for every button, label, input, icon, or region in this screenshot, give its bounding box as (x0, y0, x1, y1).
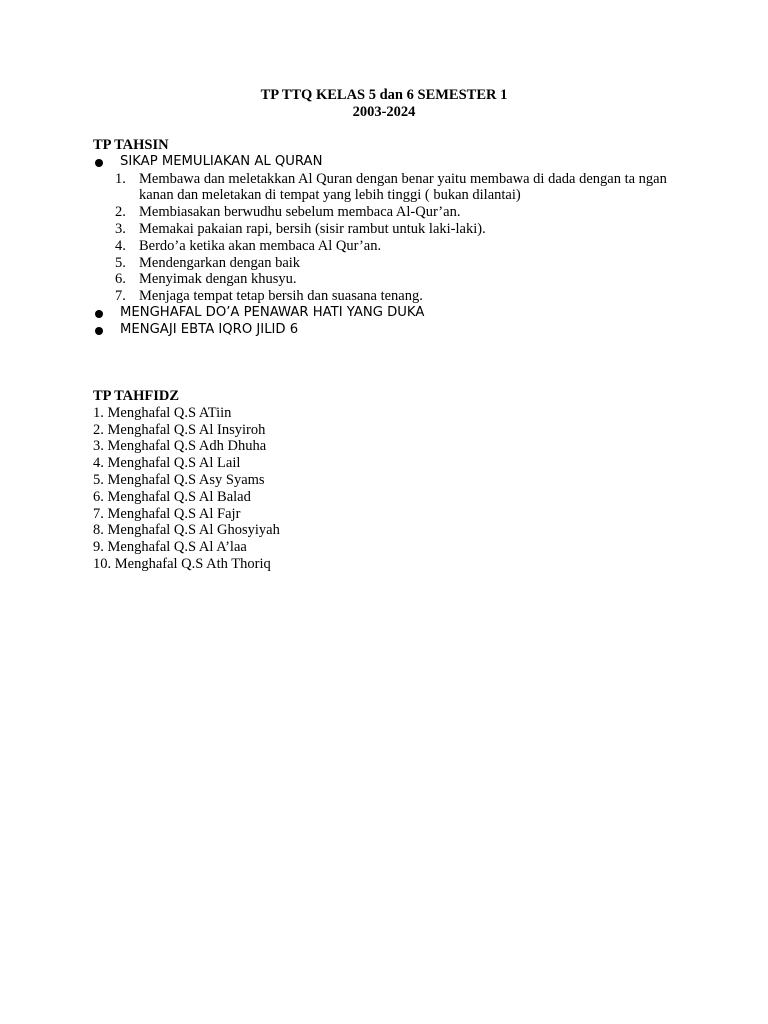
tahfidz-section (93, 388, 693, 573)
document-title (0, 87, 768, 121)
list-number: 2. (115, 204, 126, 221)
list-text: Membiasakan berwudhu sebelum membaca Al-Qur’an. (139, 204, 461, 221)
list-text: Membawa dan meletakkan Al Quran dengan benar yaitu membawa di dada dengan ta ngan kanan dan meletakan di tempat yang lebih tinggi ( bukan dilantai) (139, 170, 667, 204)
bullet-label: MENGHAFAL DO’A PENAWAR HATI YANG DUKA (120, 304, 425, 320)
tahsin-heading: TP TAHSIN (93, 137, 169, 153)
tahfidz-item: 7. Menghafal Q.S Al Fajr (93, 505, 241, 522)
list-item (93, 255, 693, 272)
list-item (93, 238, 693, 255)
list-text: Berdo’a ketika akan membaca Al Qur’an. (139, 237, 382, 254)
title-line-2: 2003-2024 (352, 104, 416, 120)
title-line-1: TP TTQ KELAS 5 dan 6 SEMESTER 1 (260, 87, 508, 103)
tahfidz-item: 1. Menghafal Q.S ATiin (93, 404, 232, 421)
list-text: Mendengarkan dengan baik (139, 254, 301, 271)
tahsin-bullet-menghafal (93, 305, 693, 322)
list-item (93, 204, 693, 221)
tahfidz-item: 6. Menghafal Q.S Al Balad (93, 488, 251, 505)
bullet-label: SIKAP MEMULIAKAN AL QURAN (120, 153, 323, 169)
list-number: 5. (115, 254, 126, 271)
sikap-list (93, 171, 693, 305)
tahsin-bullet-mengaji (93, 322, 693, 339)
list-item (93, 171, 693, 205)
list-number: 1. (115, 170, 126, 187)
tahfidz-item: 4. Menghafal Q.S Al Lail (93, 455, 241, 472)
list-number: 3. (115, 220, 126, 237)
bullet-icon (95, 159, 103, 167)
list-number: 7. (115, 288, 126, 305)
bullet-icon (95, 327, 103, 335)
tahsin-bullet-sikap (93, 154, 693, 171)
bullet-label: MENGAJI EBTA IQRO JILID 6 (120, 321, 299, 337)
list-text: Memakai pakaian rapi, bersih (sisir rambut untuk laki-laki). (139, 220, 486, 237)
list-text: Menjaga tempat tetap bersih dan suasana tenang. (139, 288, 423, 305)
tahfidz-item: 2. Menghafal Q.S Al Insyiroh (93, 421, 266, 438)
list-number: 6. (115, 271, 126, 288)
tahfidz-item: 5. Menghafal Q.S Asy Syams (93, 471, 265, 488)
tahfidz-item: 3. Menghafal Q.S Adh Dhuha (93, 438, 267, 455)
list-text: Menyimak dengan khusyu. (139, 271, 297, 288)
tahfidz-item: 10. Menghafal Q.S Ath Thoriq (93, 555, 271, 572)
list-item (93, 271, 693, 288)
tahsin-section (93, 137, 693, 339)
tahfidz-item: 9. Menghafal Q.S Al A’laa (93, 539, 247, 556)
tahfidz-heading: TP TAHFIDZ (93, 388, 180, 404)
tahfidz-item: 8. Menghafal Q.S Al Ghosyiyah (93, 522, 280, 539)
bullet-icon (95, 310, 103, 318)
list-item (93, 288, 693, 305)
list-number: 4. (115, 237, 126, 254)
list-item (93, 221, 693, 238)
